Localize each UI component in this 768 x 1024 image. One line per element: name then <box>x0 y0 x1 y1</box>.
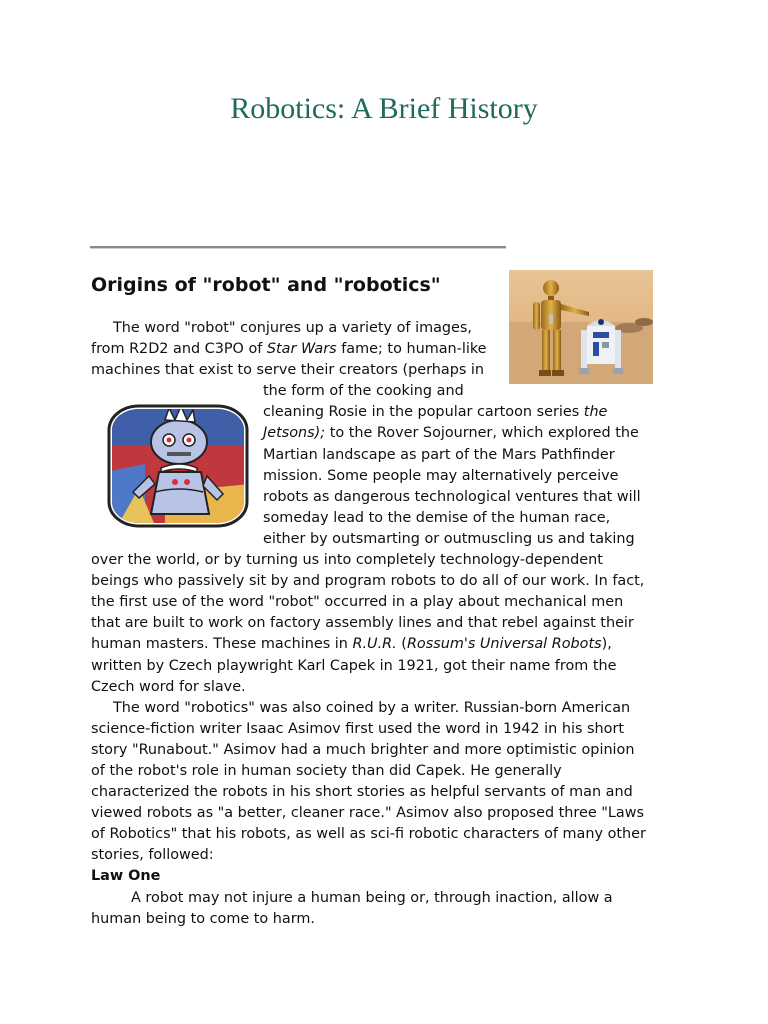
star-wars-title: Star Wars <box>266 341 337 358</box>
paragraph-origins-robotics: The word "robotics" was also coined by a writer. Russian-born American science-fiction writer Isaac Asimov first used the word in 1942 in his short story "Runabout." Asimov had a much brighter and more optimistic opinion of the robot's role in human society than did Capek. He generally characterized the robots in his short stories as helpful servants of man and viewed robots as "a better, cleaner race." Asimov also proposed three "Laws of Robotics" that his robots, as well as sci-fi robotic characters of many other stories, followed: <box>91 699 646 864</box>
star-wars-droids-photo <box>509 270 653 384</box>
rossum-title: Rossum's Universal Robots <box>406 636 602 653</box>
page-title: Robotics: A Brief History <box>230 92 538 125</box>
article-body <box>91 318 651 930</box>
jetsons-title: the Jetsons); <box>263 404 608 442</box>
law-one-heading: Law One <box>91 868 161 885</box>
law-one-text: A robot may not injure a human being or, through inaction, allow a human being to come to harm. <box>91 889 613 927</box>
rur-title: R.U.R. <box>352 636 397 653</box>
paragraph-origins-robot: The word "robot" conjures up a variety of images, from R2D2 and C3PO of Star Wars fame; to human-like machines that exist to serve their creators (perhaps in the form of the cooking and cleaning Rosie in the popular cartoon series the Jetsons); to the Rover Sojourner, which explored the Martian landscape as part of the Mars Pathfinder mission. Some people may alternatively perceive robots as dangerous technological ventures that will someday lead to the demise of the human race, either by outsmarting or outmuscling us and taking over the world, or by turning us into completely technology-dependent beings who passively sit by and program robots to do all of our work. In fact, the first use of the word "robot" occurred in a play about mechanical men that are built to work on factory assembly lines and that rebel against their human masters. These machines in R.U.R. (Rossum's Universal Robots), written by Czech playwright Karl Capek in 1921, got their name from the Czech word for slave. <box>91 320 645 695</box>
horizontal-divider <box>90 246 506 249</box>
rosie-robot-cartoon <box>105 402 251 530</box>
section-heading: Origins of "robot" and "robotics" <box>91 274 441 296</box>
